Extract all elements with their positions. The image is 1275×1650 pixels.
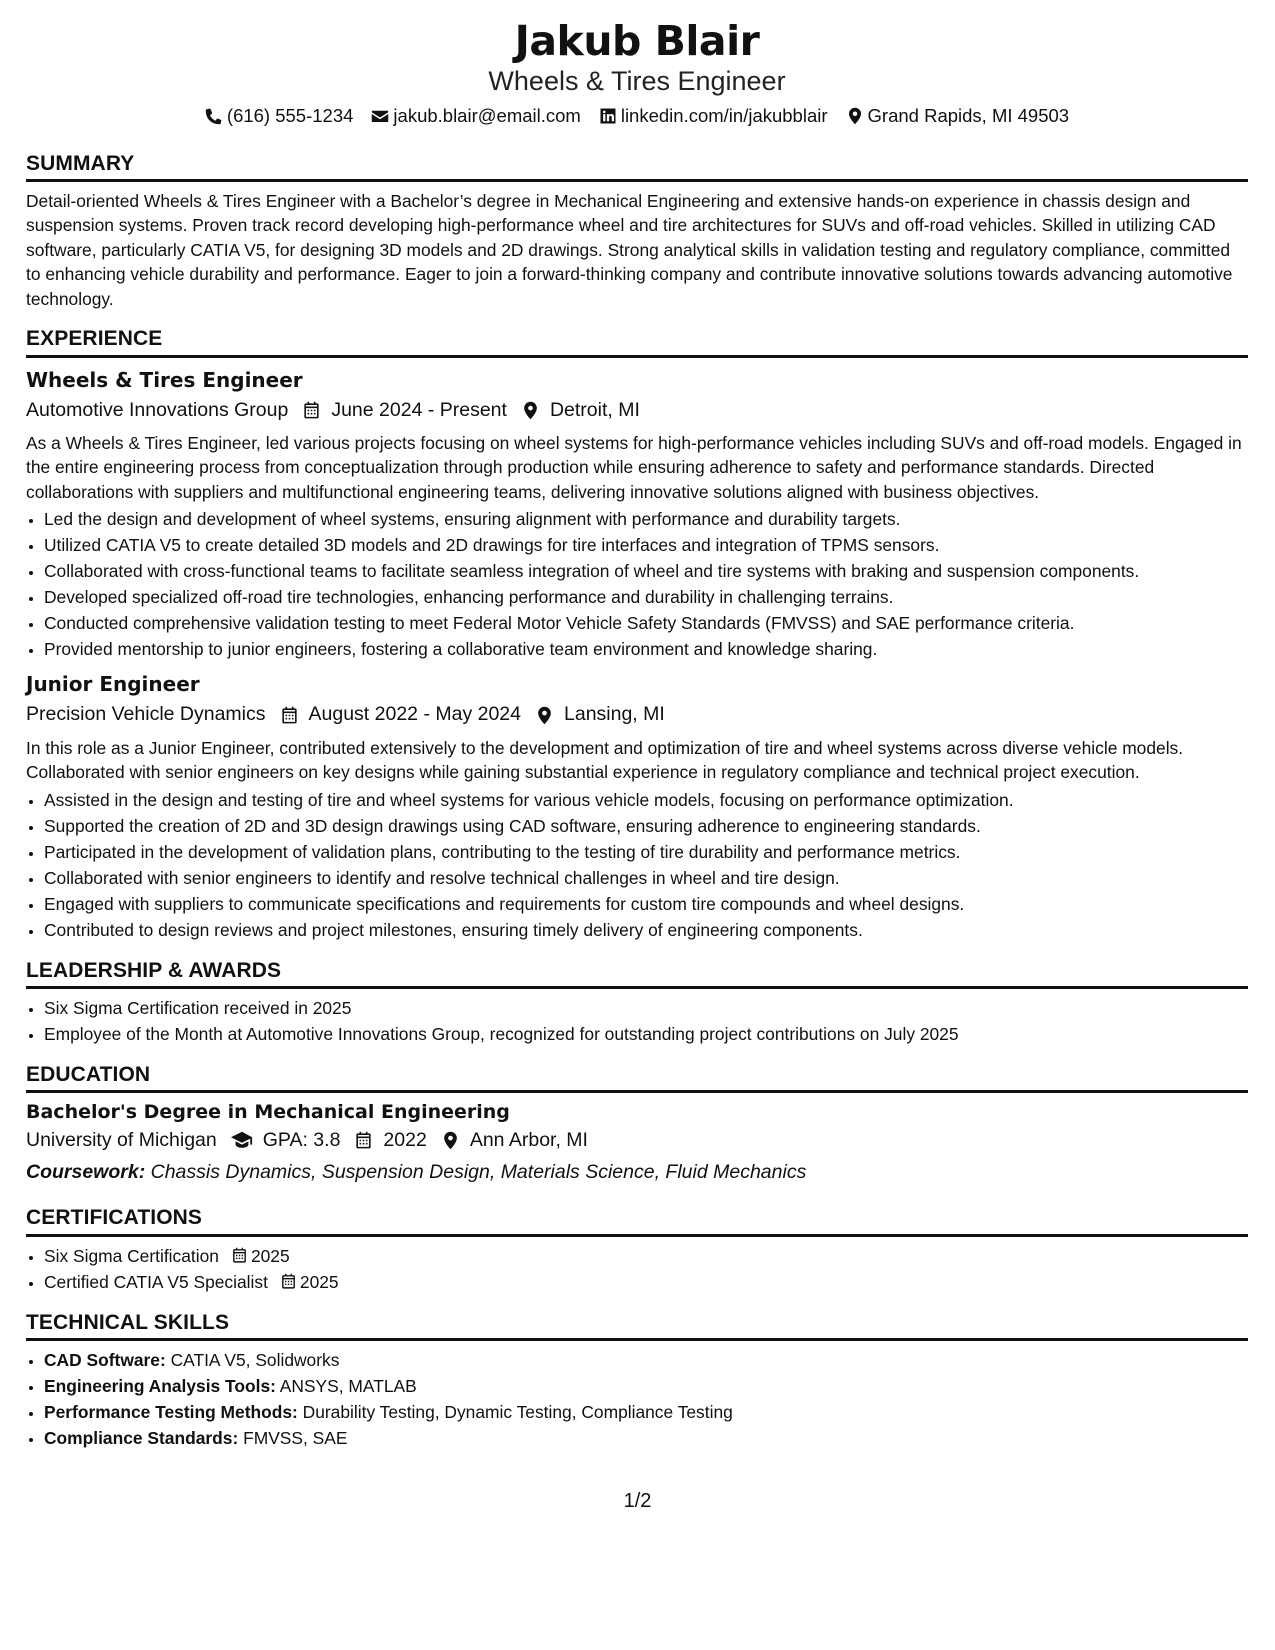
job-location: Detroit, MI bbox=[549, 398, 640, 421]
skill-label: Engineering Analysis Tools: bbox=[44, 1376, 276, 1396]
candidate-name: Jakub Blair bbox=[514, 17, 760, 65]
email-icon bbox=[371, 107, 389, 125]
list-item: • Led the design and development of wheel systems, ensuring alignment with performance and durability targets. bbox=[44, 506, 1248, 532]
list-item: • Assisted in the design and testing of tire and wheel systems for various vehicle models, focusing on performance optimization. bbox=[44, 787, 1248, 813]
list-item: • Supported the creation of 2D and 3D design drawings using CAD software, ensuring adherence to engineering standards. bbox=[44, 813, 1248, 839]
experience-section bbox=[26, 325, 1248, 942]
graduation-cap-icon bbox=[231, 1129, 253, 1151]
job-meta bbox=[26, 700, 1248, 729]
location-pin-icon bbox=[535, 706, 554, 725]
section-heading: EXPERIENCE bbox=[26, 325, 1248, 357]
skill-value: ANSYS, MATLAB bbox=[279, 1376, 417, 1396]
skill-label: CAD Software: bbox=[44, 1350, 166, 1370]
phone-icon bbox=[205, 107, 223, 125]
phone-text: (616) 555-1234 bbox=[226, 104, 354, 126]
company-name: Precision Vehicle Dynamics bbox=[26, 703, 266, 726]
company-name: Automotive Innovations Group bbox=[26, 398, 289, 421]
leadership-list bbox=[26, 995, 1248, 1047]
calendar-icon bbox=[302, 401, 321, 420]
list-item bbox=[44, 1425, 1248, 1451]
certifications-list bbox=[26, 1243, 1248, 1295]
job-description: In this role as a Junior Engineer, contributed extensively to the development and optimization of tire and wheel systems across diverse vehicle models. Collaborated with senior engineers on key designs while gaining substantial experience in regulatory compliance and technical project execution. bbox=[26, 737, 1184, 783]
section-heading: CERTIFICATIONS bbox=[26, 1204, 1248, 1236]
list-item: • Utilized CATIA V5 to create detailed 3D models and 2D drawings for tire interfaces and integration of TPMS sensors. bbox=[44, 532, 1248, 558]
calendar-icon bbox=[280, 706, 299, 725]
list-item: • Employee of the Month at Automotive Innovations Group, recognized for outstanding project contributions on July 2025 bbox=[44, 1021, 1248, 1047]
calendar-icon bbox=[354, 1131, 373, 1150]
section-heading: SUMMARY bbox=[26, 150, 1248, 182]
email-text: jakub.blair@email.com bbox=[393, 104, 581, 126]
contact-bar bbox=[26, 104, 1248, 128]
list-item: • Six Sigma Certification received in 2025 bbox=[44, 995, 1248, 1021]
job-bullets bbox=[26, 506, 1248, 662]
location-pin-icon bbox=[846, 107, 864, 125]
graduation-year: 2022 bbox=[383, 1128, 427, 1151]
list-item: • Contributed to design reviews and project milestones, ensuring timely delivery of engineering components. bbox=[44, 917, 1248, 943]
calendar-icon bbox=[231, 1247, 248, 1264]
skills-list bbox=[26, 1347, 1248, 1451]
list-item bbox=[44, 1243, 1248, 1269]
summary-section bbox=[26, 150, 1248, 312]
contact-linkedin[interactable] bbox=[599, 104, 828, 128]
list-item bbox=[44, 1399, 1248, 1425]
gpa-text: GPA: 3.8 bbox=[262, 1128, 341, 1151]
contact-phone[interactable] bbox=[205, 104, 354, 128]
location-text: Grand Rapids, MI 49503 bbox=[867, 104, 1070, 126]
job-location: Lansing, MI bbox=[564, 703, 665, 726]
leadership-section bbox=[26, 957, 1248, 1047]
candidate-title: Wheels & Tires Engineer bbox=[488, 66, 786, 97]
coursework-text: Chassis Dynamics, Suspension Design, Materials Science, Fluid Mechanics bbox=[150, 1161, 807, 1184]
linkedin-icon bbox=[599, 107, 617, 125]
skill-value: FMVSS, SAE bbox=[243, 1428, 348, 1448]
job-dates: June 2024 - Present bbox=[331, 398, 507, 421]
school-name: University of Michigan bbox=[26, 1128, 217, 1151]
section-heading: EDUCATION bbox=[26, 1061, 1248, 1093]
certification-year: 2025 bbox=[299, 1271, 339, 1292]
job-title: Junior Engineer bbox=[26, 672, 200, 697]
list-item bbox=[44, 1269, 1248, 1295]
certifications-section bbox=[26, 1204, 1248, 1294]
location-pin-icon bbox=[441, 1131, 460, 1150]
skill-value: Durability Testing, Dynamic Testing, Compliance Testing bbox=[302, 1402, 733, 1422]
list-item: • Conducted comprehensive validation testing to meet Federal Motor Vehicle Safety Standards (FMVSS) and SAE performance criteria. bbox=[44, 610, 1248, 636]
list-item: • Collaborated with cross-functional teams to facilitate seamless integration of wheel and tire systems with braking and suspension components. bbox=[44, 558, 1248, 584]
skill-label: Compliance Standards: bbox=[44, 1428, 239, 1448]
skills-section bbox=[26, 1309, 1248, 1451]
certification-year: 2025 bbox=[250, 1245, 290, 1266]
certification-name: • Six Sigma Certification bbox=[44, 1245, 219, 1266]
list-item: • Provided mentorship to junior engineers, fostering a collaborative team environment and knowledge sharing. bbox=[44, 636, 1248, 662]
coursework-line bbox=[26, 1159, 1248, 1186]
list-item: • Developed specialized off-road tire technologies, enhancing performance and durability in challenging terrains. bbox=[44, 584, 1248, 610]
education-section bbox=[26, 1061, 1248, 1186]
job-dates: August 2022 - May 2024 bbox=[308, 703, 521, 726]
job-description: As a Wheels & Tires Engineer, led various projects focusing on wheel systems for high-performance vehicles including SUVs and off-road models. Engaged in the entire engineering process from conceptualization through production while ensuring adherence to safety and performance standards. Directed collaborations with suppliers and multifunctional engineering teams, delivering innovative solutions aligned with business objectives. bbox=[26, 432, 1242, 502]
certification-name: • Certified CATIA V5 Specialist bbox=[44, 1271, 268, 1292]
job-entry bbox=[26, 670, 1248, 942]
list-item: • Participated in the development of validation plans, contributing to the testing of tire durability and performance metrics. bbox=[44, 839, 1248, 865]
education-location: Ann Arbor, MI bbox=[469, 1128, 588, 1151]
skill-value: CATIA V5, Solidworks bbox=[170, 1350, 340, 1370]
section-heading: LEADERSHIP & AWARDS bbox=[26, 957, 1248, 989]
summary-text: Detail-oriented Wheels & Tires Engineer with a Bachelor’s degree in Mechanical Engineering and extensive hands-on experience in chassis design and suspension systems. Proven track record developing high-performance wheel and tire architectures for SUVs and off-road vehicles. Skilled in utilizing CAD software, particularly CATIA V5, for designing 3D models and 2D drawings. Strong analytical skills in validation testing and regulatory compliance, committed to enhancing vehicle durability and performance. Eager to join a forward-thinking company and contribute innovative solutions towards advancing automotive technology. bbox=[26, 190, 1233, 309]
location-pin-icon bbox=[521, 401, 540, 420]
linkedin-text: linkedin.com/in/jakubblair bbox=[620, 104, 828, 126]
resume-page bbox=[26, 18, 1248, 1451]
page-number: 1/2 bbox=[623, 1490, 652, 1512]
contact-location bbox=[846, 104, 1070, 128]
skill-label: Performance Testing Methods: bbox=[44, 1402, 298, 1422]
contact-email[interactable] bbox=[371, 104, 580, 128]
degree-title: Bachelor's Degree in Mechanical Engineering bbox=[26, 1101, 510, 1124]
calendar-icon bbox=[280, 1273, 297, 1290]
list-item: • Engaged with suppliers to communicate specifications and requirements for custom tire compounds and wheel designs. bbox=[44, 891, 1248, 917]
list-item bbox=[44, 1373, 1248, 1399]
list-item: • Collaborated with senior engineers to identify and resolve technical challenges in wheel and tire design. bbox=[44, 865, 1248, 891]
job-bullets bbox=[26, 787, 1248, 943]
list-item bbox=[44, 1347, 1248, 1373]
section-heading: TECHNICAL SKILLS bbox=[26, 1309, 1248, 1341]
job-title: Wheels & Tires Engineer bbox=[26, 367, 303, 392]
coursework-label: Coursework: bbox=[26, 1161, 146, 1184]
education-meta bbox=[26, 1126, 1248, 1155]
job-entry bbox=[26, 366, 1248, 663]
job-meta bbox=[26, 396, 1248, 425]
